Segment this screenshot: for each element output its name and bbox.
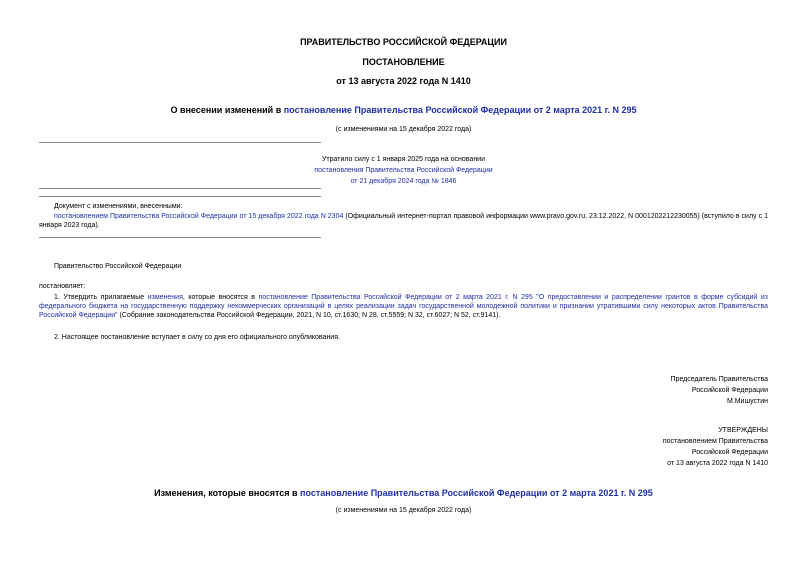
changes-title (0, 488, 807, 498)
document-date-number: от 13 августа 2022 года N 1410 (336, 76, 471, 86)
changes-title-link[interactable]: постановление Правительства Российской Федерации от 2 марта 2021 г. N 295 (300, 488, 653, 498)
signature-line-1: Председатель Правительства (670, 376, 768, 383)
expiry-notice (0, 154, 807, 187)
changes-revision-note: (с изменениями на 15 декабря 2022 года) (335, 507, 472, 514)
item-1 (39, 293, 768, 321)
signature-block (671, 374, 768, 407)
revision-note: (с изменениями на 15 декабря 2022 года) (335, 126, 472, 133)
item-1-text-a: 1. Утвердить прилагаемые (54, 294, 148, 301)
amendments-link[interactable]: постановлением Правительства Российской Федерации от 15 декабря 2022 года N 2304 (54, 213, 344, 220)
divider-line (39, 142, 321, 143)
document-title-link[interactable]: постановление Правительства Российской Федерации от 2 марта 2021 г. N 295 (283, 105, 637, 115)
item-1-text-c: (Собрание законодательства Российской Федерации, 2021, N 10, ст.1630; N 28, ст.5559; N 32, ст.6027; N 52, ст.9141). (117, 312, 501, 320)
amendments-details: (Официальный интернет-портал правовой информации www.pravo.gov.ru, 23.12.2022, N 0001202212230055) (вступило в силу с 1 января 2023 года). (39, 213, 768, 230)
approval-line-3: Российской Федерации (691, 449, 768, 456)
expiry-link-line-3[interactable]: от 21 декабря 2024 года № 1846 (350, 178, 457, 185)
government-subject: Правительство Российской Федерации (54, 263, 182, 270)
expiry-link-line-2[interactable]: постановления Правительства Российской Федерации (314, 167, 493, 174)
item-1-resolution-link[interactable]: постановление Правительства Российской Федерации от 2 марта 2021 г. N 295 "О предоставлении и распределении грантов в форме субсидий из федерального бюджета на государственную поддержку некоммерческих организаций в целях реализации задач государственной молодежной политики и признании утратившими силу некоторых актов Правительства Российской Федерации" (39, 294, 768, 320)
amendments-text (39, 212, 768, 230)
approval-block (663, 425, 768, 469)
item-1-changes-link[interactable]: изменения (147, 294, 183, 301)
approval-line-1: УТВЕРЖДЕНЫ (718, 427, 768, 434)
document-type: ПОСТАНОВЛЕНИЕ (362, 57, 445, 67)
amendments-intro: Документ с изменениями, внесенными: (54, 203, 183, 210)
government-title: ПРАВИТЕЛЬСТВО РОССИЙСКОЙ ФЕДЕРАЦИИ (300, 37, 507, 47)
divider-line (39, 188, 321, 189)
document-title (0, 105, 807, 115)
item-2: 2. Настоящее постановление вступает в силу со дня его официального опубликования. (54, 334, 340, 341)
approval-line-4: от 13 августа 2022 года N 1410 (667, 460, 768, 467)
expiry-line-1: Утратило силу с 1 января 2025 года на основании (321, 156, 486, 163)
approval-line-2: постановлением Правительства (662, 438, 768, 445)
document-title-prefix: О внесении изменений в (170, 105, 284, 115)
divider-line (39, 196, 321, 197)
resolves-label: постановляет: (39, 283, 86, 290)
divider-line (39, 237, 321, 238)
item-1-text-b: , которые вносятся в (182, 294, 259, 301)
signature-line-3: М.Мишустин (726, 398, 768, 405)
signature-line-2: Российской Федерации (691, 387, 768, 394)
changes-title-prefix: Изменения, которые вносятся в (154, 488, 301, 498)
